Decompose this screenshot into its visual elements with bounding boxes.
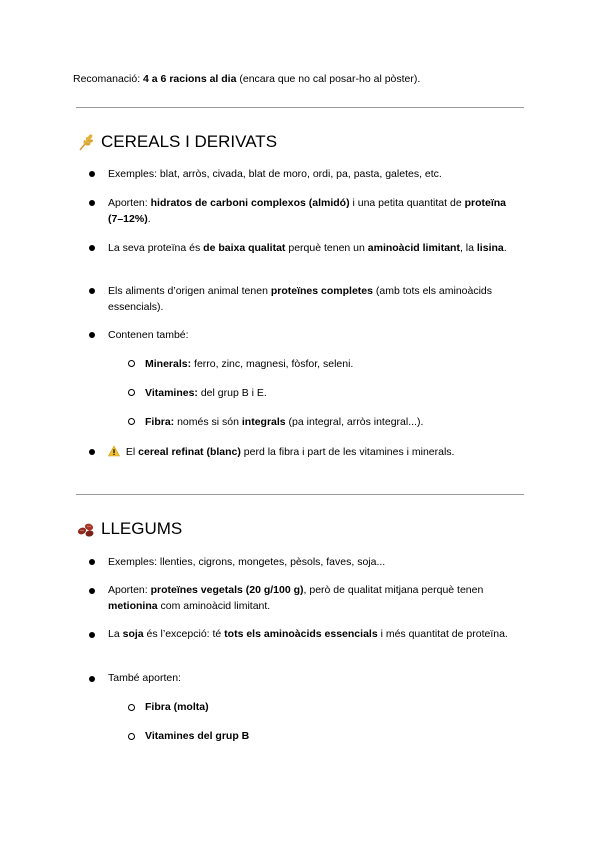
sub-bullet <box>128 704 135 711</box>
bullet <box>89 171 95 177</box>
bullet <box>89 332 95 338</box>
divider <box>76 494 524 495</box>
sub-list-item: Fibra: només si són integrals (pa integral, arròs integral...). <box>145 416 424 428</box>
bullet <box>89 288 95 294</box>
list-item: Contenen també: <box>108 329 189 341</box>
bullet <box>89 632 95 638</box>
list-item: Els aliments d’origen animal tenen proteïnes completes (amb tots els aminoàcids essencials). <box>108 285 493 313</box>
warning-icon <box>108 445 120 457</box>
intro-note: (encara que no cal posar-ho al pòster). <box>236 73 421 85</box>
section-heading-llegums <box>76 519 182 539</box>
bullet <box>89 245 95 251</box>
bullet <box>89 588 95 594</box>
intro-bold: 4 a 6 racions al dia <box>143 73 237 85</box>
intro-label: Recomanació: <box>73 73 144 85</box>
wheat-icon <box>76 132 96 152</box>
list-item: També aporten: <box>108 672 181 684</box>
sub-list-item: Minerals: ferro, zinc, magnesi, fòsfor, seleni. <box>145 358 354 370</box>
recommendation-text <box>73 72 420 86</box>
list-item: El cereal refinat (blanc) perd la fibra i part de les vitamines i minerals. <box>108 444 508 460</box>
sub-list-item: Vitamines del grup B <box>145 730 250 742</box>
sub-list-item: Fibra (molta) <box>145 701 209 713</box>
sub-bullet <box>128 418 135 425</box>
sub-bullet <box>128 360 135 367</box>
section-heading-cereals <box>76 132 277 152</box>
sub-list-item: Vitamines: del grup B i E. <box>145 387 267 399</box>
divider <box>76 107 524 108</box>
section-title: LLEGUMS <box>101 519 183 538</box>
list-item: Exemples: llenties, cigrons, mongetes, pèsols, faves, soja... <box>108 556 386 568</box>
list-item: Exemples: blat, arròs, civada, blat de moro, ordi, pa, pasta, galetes, etc. <box>108 168 442 180</box>
bullet <box>89 200 95 206</box>
bullet <box>89 559 95 565</box>
list-item: La soja és l’excepció: té tots els aminoàcids essencials i més quantitat de proteïna. <box>108 628 508 640</box>
list-item: La seva proteïna és de baixa qualitat perquè tenen un aminoàcid limitant, la lisina. <box>108 242 507 254</box>
beans-icon <box>76 519 96 539</box>
list-item: Aporten: proteïnes vegetals (20 g/100 g), però de qualitat mitjana perquè tenen metionina com aminoàcid limitant. <box>108 584 484 612</box>
sub-bullet <box>128 733 135 740</box>
section-title: CEREALS I DERIVATS <box>101 132 278 151</box>
bullet <box>89 676 95 682</box>
bullet <box>89 449 95 455</box>
list-item: Aporten: hidratos de carboni complexos (almidó) i una petita quantitat de proteïna (7–12%). <box>108 197 507 225</box>
sub-bullet <box>128 389 135 396</box>
